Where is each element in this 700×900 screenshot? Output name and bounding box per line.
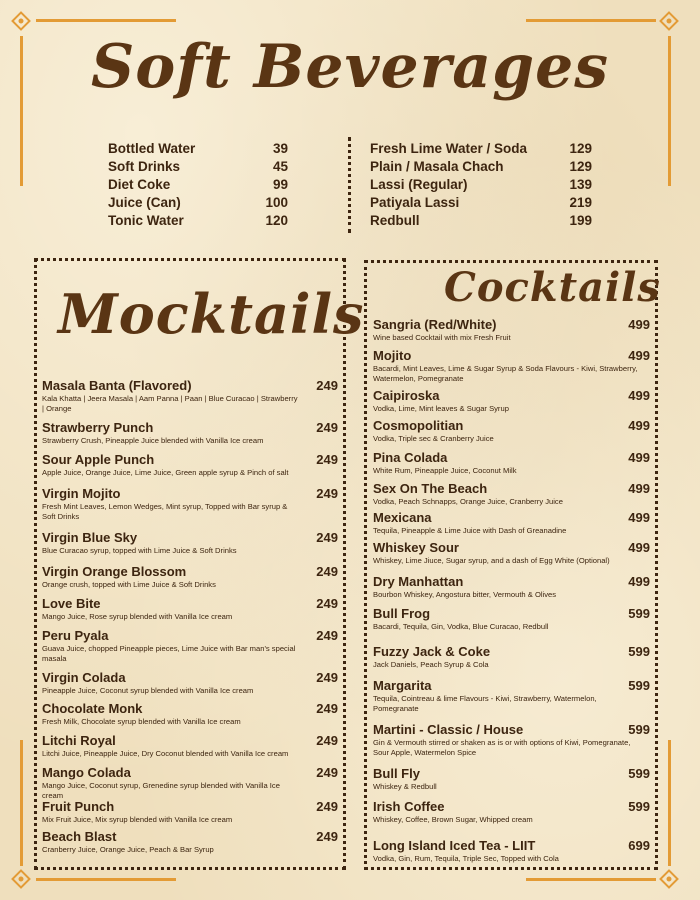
item-name: Caipiroska [373,388,440,403]
item-price: 249 [316,628,338,643]
item-price: 45 [272,159,288,174]
item-name: Juice (Can) [108,195,181,210]
item-description: White Rum, Pineapple Juice, Coconut Milk [373,466,517,475]
item-description: Cranberry Juice, Orange Juice, Peach & Bar Syrup [42,845,214,854]
menu-item [373,418,650,444]
corner-ornament-icon [658,868,680,890]
item-price: 599 [628,766,650,781]
menu-item [373,799,650,825]
item-description: Vodka, Peach Schnapps, Orange Juice, Cranberry Juice [373,497,563,506]
item-name: Mojito [373,348,412,363]
item-description: Guava Juice, chopped Pineapple pieces, Lime Juice with Bar man's special masala [42,644,296,663]
menu-item [373,574,650,600]
frame-line [36,878,176,881]
menu-item [373,481,650,507]
item-description: Strawberry Crush, Pineapple Juice blended with Vanilla Ice cream [42,436,264,445]
list-item [108,158,288,176]
item-description: Bacardi, Mint Leaves, Lime & Sugar Syrup & Soda Flavours - Kiwi, Strawberry, Watermelon, Pomegranate [373,364,638,383]
item-price: 499 [628,574,650,589]
item-name: Whiskey Sour [373,540,459,555]
item-description: Mango Juice, Rose syrup blended with Vanilla Ice cream [42,612,233,621]
frame-line [668,740,671,866]
item-price: 499 [628,481,650,496]
item-name: Virgin Orange Blossom [42,564,187,579]
item-price: 249 [316,596,338,611]
item-name: Mango Colada [42,765,131,780]
cocktails-title: Cocktails [444,264,661,311]
item-description: Fresh Mint Leaves, Lemon Wedges, Mint syrup, Topped with Bar syrup & Soft Drinks [42,502,288,521]
list-item [108,176,288,194]
item-description: Apple Juice, Orange Juice, Lime Juice, Green apple syrup & Pinch of salt [42,468,289,477]
item-name: Pina Colada [373,450,448,465]
item-description: Whiskey, Coffee, Brown Sugar, Whipped cream [373,815,533,824]
item-price: 249 [316,378,338,393]
item-description: Orange crush, topped with Lime Juice & Soft Drinks [42,580,216,589]
list-item [370,194,592,212]
item-price: 100 [265,195,288,210]
item-price: 249 [316,799,338,814]
item-name: Fuzzy Jack & Coke [373,644,491,659]
item-price: 599 [628,678,650,693]
item-price: 129 [569,141,592,156]
item-price: 599 [628,799,650,814]
item-price: 249 [316,564,338,579]
item-price: 39 [272,141,288,156]
item-price: 599 [628,606,650,621]
item-description: Tequila, Pineapple & Lime Juice with Dash of Greanadine [373,526,567,535]
soft-beverages-right-list [370,140,592,230]
menu-item [373,348,650,384]
item-description: Bourbon Whiskey, Angostura bitter, Vermouth & Olives [373,590,557,599]
item-description: Kala Khatta | Jeera Masala | Aam Panna | Paan | Blue Curacao | Strawberry | Orange [42,394,298,413]
item-price: 249 [316,765,338,780]
menu-item [42,733,338,759]
soft-beverages-title: Soft Beverages [90,32,610,102]
item-description: Whiskey, Lime Jiuce, Sugar syrup, and a dash of Egg White (Optional) [373,556,610,565]
item-name: Cosmopolitian [373,418,464,433]
item-name: Dry Manhattan [373,574,464,589]
item-name: Plain / Masala Chach [370,159,504,174]
item-description: Mango Juice, Coconut syrup, Grenedine syrup blended with Vanilla Ice cream [42,781,280,800]
item-name: Fruit Punch [42,799,115,814]
menu-item [42,486,338,522]
item-description: Jack Daniels, Peach Syrup & Cola [373,660,489,669]
list-item [108,194,288,212]
item-price: 499 [628,450,650,465]
list-item [370,176,592,194]
item-name: Martini - Classic / House [373,722,524,737]
item-description: Fresh Milk, Chocolate syrup blended with Vanilla Ice cream [42,717,241,726]
item-description: Wine based Cocktail with mix Fresh Fruit [373,333,511,342]
menu-item [42,765,338,801]
item-name: Litchi Royal [42,733,116,748]
item-name: Sangria (Red/White) [373,317,497,332]
list-item [370,158,592,176]
item-price: 219 [569,195,592,210]
item-price: 129 [569,159,592,174]
item-description: Blue Curacao syrup, topped with Lime Juice & Soft Drinks [42,546,237,555]
item-price: 249 [316,701,338,716]
divider [348,137,351,233]
item-name: Fresh Lime Water / Soda [370,141,528,156]
corner-ornament-icon [658,10,680,32]
item-name: Margarita [373,678,432,693]
item-name: Masala Banta (Flavored) [42,378,192,393]
item-price: 249 [316,486,338,501]
menu-item [42,628,338,664]
item-price: 249 [316,733,338,748]
item-description: Vodka, Lime, Mint leaves & Sugar Syrup [373,404,509,413]
item-price: 699 [628,838,650,853]
menu-item [373,317,650,343]
menu-item [373,766,650,792]
mocktails-title: Mocktails [58,282,365,346]
menu-item [373,606,650,632]
item-price: 249 [316,530,338,545]
menu-item [42,378,338,414]
item-name: Chocolate Monk [42,701,143,716]
item-name: Love Bite [42,596,101,611]
item-price: 499 [628,317,650,332]
item-name: Sour Apple Punch [42,452,155,467]
item-name: Tonic Water [108,213,184,228]
item-name: Virgin Blue Sky [42,530,138,545]
item-price: 499 [628,388,650,403]
list-item [108,212,288,230]
list-item [370,140,592,158]
item-description: Vodka, Triple sec & Cranberry Juice [373,434,494,443]
corner-ornament-icon [10,868,32,890]
item-price: 249 [316,420,338,435]
item-description: Litchi Juice, Pineapple Juice, Dry Coconut blended with Vanilla Ice cream [42,749,289,758]
item-description: Tequila, Cointreau & lime Flavours - Kiwi, Strawberry, Watermelon, Pomegranate [373,694,597,713]
item-name: Peru Pyala [42,628,109,643]
frame-line [20,740,23,866]
list-item [370,212,592,230]
frame-line [36,19,176,22]
menu-item [373,838,650,864]
list-item [108,140,288,158]
menu-item [42,799,338,825]
item-name: Strawberry Punch [42,420,154,435]
menu-item [42,452,338,478]
menu-item [373,510,650,536]
menu-item [373,722,650,758]
item-price: 499 [628,348,650,363]
item-price: 249 [316,670,338,685]
item-name: Bull Frog [373,606,431,621]
frame-line [526,878,656,881]
menu-item [42,701,338,727]
item-description: Pineapple Juice, Coconut syrup blended with Vanilla Ice cream [42,686,254,695]
item-price: 499 [628,510,650,525]
menu-item [373,540,650,566]
item-price: 499 [628,540,650,555]
item-price: 199 [569,213,592,228]
item-description: Gin & Vermouth stirred or shaken as is or with options of Kiwi, Pomegranate, Sour Apple, Watermelon Spice [373,738,631,757]
item-price: 599 [628,644,650,659]
menu-item [42,829,338,855]
item-name: Redbull [370,213,420,228]
item-price: 99 [272,177,288,192]
soft-beverages-left-list [108,140,288,230]
item-description: Whiskey & Redbull [373,782,437,791]
item-name: Patiyala Lassi [370,195,460,210]
item-price: 249 [316,452,338,467]
menu-item [42,596,338,622]
item-name: Lassi (Regular) [370,177,468,192]
menu-item [42,530,338,556]
item-description: Bacardi, Tequila, Gin, Vodka, Blue Curacao, Redbull [373,622,549,631]
menu-item [373,644,650,670]
item-name: Virgin Mojito [42,486,121,501]
item-name: Beach Blast [42,829,117,844]
frame-line [526,19,656,22]
item-name: Sex On The Beach [373,481,488,496]
corner-ornament-icon [10,10,32,32]
item-price: 599 [628,722,650,737]
item-description: Mix Fruit Juice, Mix syrup blended with Vanilla Ice cream [42,815,233,824]
menu-item [373,678,650,714]
item-price: 249 [316,829,338,844]
menu-item [42,420,338,446]
item-name: Irish Coffee [373,799,445,814]
menu-item [373,450,650,476]
item-price: 139 [569,177,592,192]
menu-item [42,564,338,590]
item-name: Diet Coke [108,177,171,192]
item-name: Mexicana [373,510,432,525]
menu-item [373,388,650,414]
item-name: Long Island Iced Tea - LIIT [373,838,536,853]
item-name: Soft Drinks [108,159,181,174]
menu-item [42,670,338,696]
item-price: 120 [265,213,288,228]
item-price: 499 [628,418,650,433]
item-description: Vodka, Gin, Rum, Tequila, Triple Sec, Topped with Cola [373,854,559,863]
item-name: Bull Fly [373,766,420,781]
item-name: Virgin Colada [42,670,126,685]
item-name: Bottled Water [108,141,196,156]
